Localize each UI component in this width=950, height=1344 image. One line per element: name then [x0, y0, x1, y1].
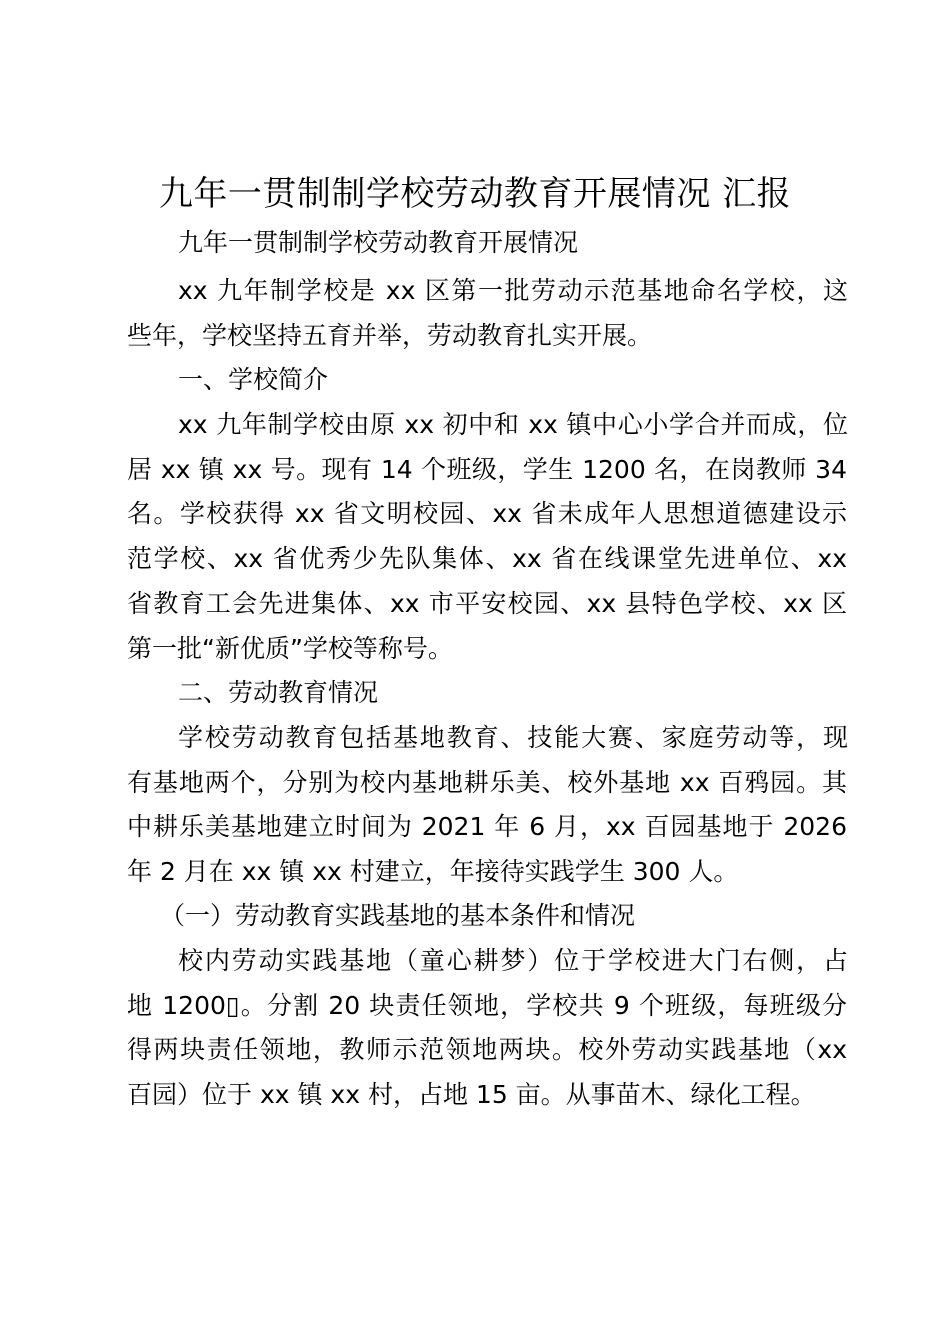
paragraph-line: 百园）位于 xx 镇 xx 村，占地 15 亩。从事苗木、绿化工程。 [127, 1080, 816, 1109]
paragraph-line: 地 1200▯。分割 20 块责任领地，学校共 9 个班级，每班级分 [127, 991, 847, 1020]
paragraph-line: 些年，学校坚持五育并举，劳动教育扎实开展。 [127, 321, 653, 350]
paragraph-line: 年 2 月在 xx 镇 xx 村建立，年接待实践学生 300 人。 [127, 857, 739, 886]
paragraph-line: 有基地两个，分别为校内基地耕乐美、校外基地 xx 百鸦园。其 [127, 768, 847, 797]
paragraph-line: 居 xx 镇 xx 号。现有 14 个班级，学生 1200 名，在岗教师 34 [127, 455, 847, 484]
paragraph-line: 省教育工会先进集体、xx 市平安校园、xx 县特色学校、xx 区 [127, 589, 847, 618]
paragraph-line: 学校劳动教育包括基地教育、技能大赛、家庭劳动等，现 [178, 723, 848, 752]
document-title: 九年一贯制制学校劳动教育开展情况 汇报 [158, 174, 792, 214]
paragraph-line: 中耕乐美基地建立时间为 2021 年 6 月，xx 百园基地于 2026 [127, 812, 847, 841]
paragraph-line: xx 九年制学校由原 xx 初中和 xx 镇中心小学合并而成，位 [178, 410, 848, 439]
paragraph-line: 第一批“新优质”学校等称号。 [127, 634, 453, 663]
paragraph-line: 校内劳动实践基地（童心耕梦）位于学校进大门右侧，占 [178, 946, 848, 975]
paragraph-line: xx 九年制学校是 xx 区第一批劳动示范基地命名学校，这 [178, 276, 848, 305]
section-heading: 二、劳动教育情况 [178, 678, 379, 707]
paragraph-line: 得两块责任领地，教师示范领地两块。校外劳动实践基地（xx [127, 1035, 847, 1064]
section-heading: 一、学校简介 [178, 365, 329, 394]
subsection-heading: （一）劳动教育实践基地的基本条件和情况 [160, 901, 636, 930]
paragraph-line: 名。学校获得 xx 省文明校园、xx 省未成年人思想道德建设示 [127, 499, 847, 528]
paragraph-line: 范学校、xx 省优秀少先队集体、xx 省在线课堂先进单位、xx [127, 544, 847, 573]
document-subtitle: 九年一贯制制学校劳动教育开展情况 [178, 228, 579, 257]
